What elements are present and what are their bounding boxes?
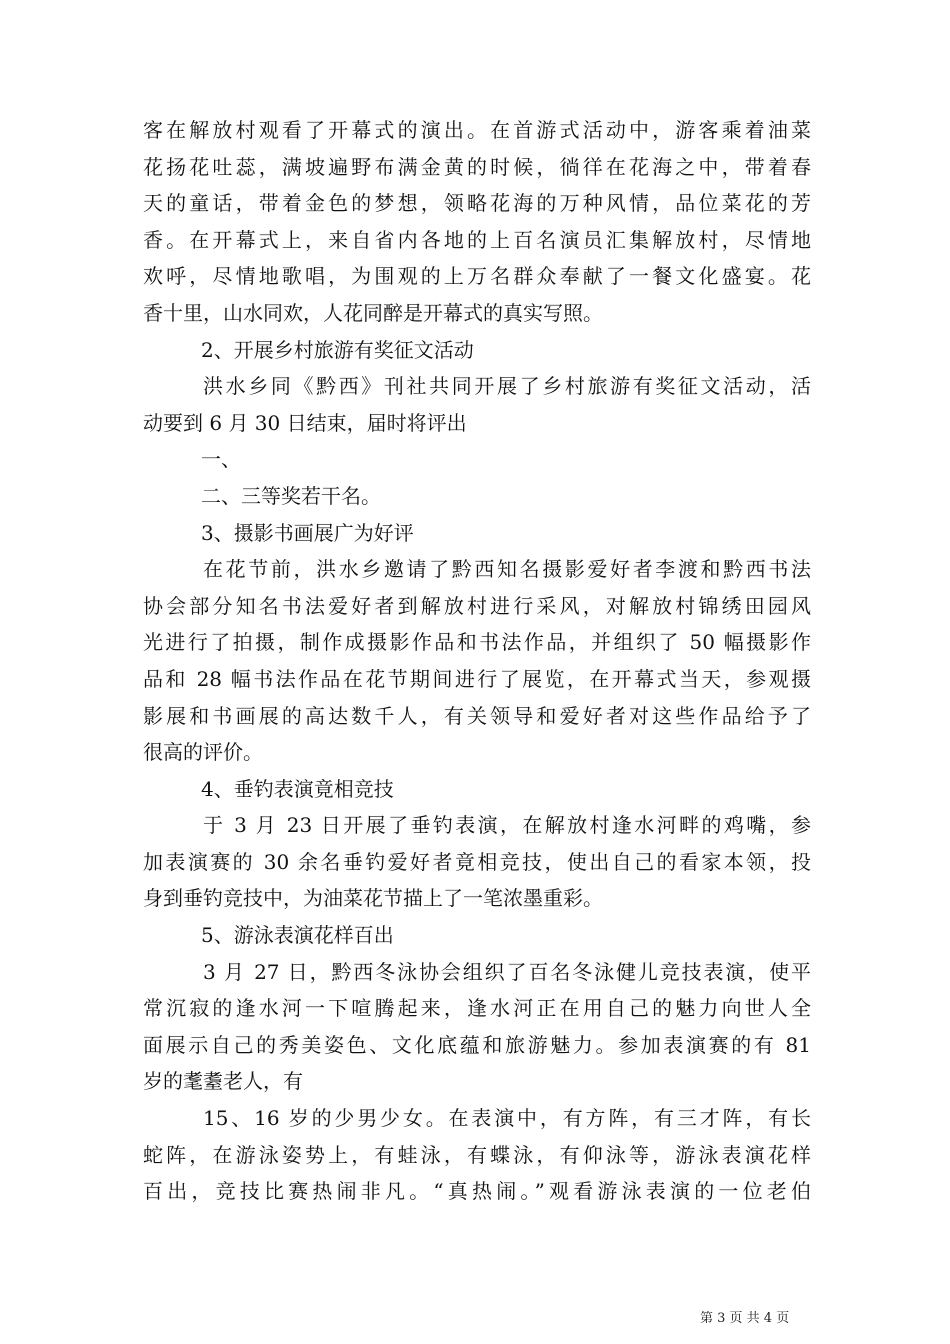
text-line: 协会部分知名书法爱好者到解放村进行采风，对解放村锦绣田园风 (143, 593, 811, 618)
text-line: 加表演赛的 30 余名垂钓爱好者竟相竞技，使出自己的看家本领，投 (143, 849, 811, 874)
text-line: 15、16 岁的少男少女。在表演中，有方阵，有三才阵，有长 (203, 1106, 811, 1131)
text-line: 百出，竞技比赛热闹非凡。“真热闹。”观看游泳表演的一位老伯 (143, 1179, 811, 1204)
list-item: 二、三等奖若干名。 (201, 483, 381, 508)
text-line: 身到垂钓竞技中，为油菜花节描上了一笔浓墨重彩。 (143, 886, 603, 911)
text-line: 品和 28 幅书法作品在花节期间进行了展览，在开幕式当天，参观摄 (143, 666, 811, 691)
document-body (143, 112, 811, 1210)
text-line: 香。在开幕式上，来自省内各地的上百名演员汇集解放村，尽情地 (143, 227, 811, 252)
text-line: 天的童话，带着金色的梦想，领略花海的万种风情，品位菜花的芳 (143, 191, 811, 216)
text-line: 花扬花吐蕊，满坡遍野布满金黄的时候，徜徉在花海之中，带着春 (143, 154, 811, 179)
text-line: 洪水乡同《黔西》刊社共同开展了乡村旅游有奖征文活动，活 (203, 374, 811, 399)
text-line: 蛇阵，在游泳姿势上，有蛙泳，有蝶泳，有仰泳等，游泳表演花样 (143, 1142, 811, 1167)
section-heading: 4、垂钓表演竟相竞技 (201, 776, 394, 801)
list-item: 一、 (201, 447, 241, 472)
text-line: 常沉寂的逢水河一下喧腾起来，逢水河正在用自己的魅力向世人全 (143, 996, 811, 1021)
text-line: 在花节前，洪水乡邀请了黔西知名摄影爱好者李渡和黔西书法 (203, 557, 811, 582)
text-line: 面展示自己的秀美姿色、文化底蕴和旅游魅力。参加表演赛的有 81 (143, 1032, 811, 1057)
text-line: 3 月 27 日，黔西冬泳协会组织了百名冬泳健儿竞技表演，使平 (203, 959, 811, 984)
text-line: 影展和书画展的高达数千人，有关领导和爱好者对这些作品给予了 (143, 703, 811, 728)
text-line: 客在解放村观看了开幕式的演出。在首游式活动中，游客乘着油菜 (143, 118, 811, 142)
section-heading: 2、开展乡村旅游有奖征文活动 (201, 337, 474, 362)
section-heading: 3、摄影书画展广为好评 (201, 520, 414, 545)
text-line: 光进行了拍摄，制作成摄影作品和书法作品，并组织了 50 幅摄影作 (143, 630, 811, 655)
text-line: 于 3 月 23 日开展了垂钓表演，在解放村逢水河畔的鸡嘴，参 (203, 813, 811, 838)
text-line: 很高的评价。 (143, 740, 263, 765)
text-line: 香十里，山水同欢，人花同醉是开幕式的真实写照。 (143, 300, 603, 325)
text-line: 岁的耄耋老人，有 (143, 1069, 303, 1094)
text-line: 动要到 6 月 30 日结束，届时将评出 (143, 410, 467, 435)
text-line: 欢呼，尽情地歌唱，为围观的上万名群众奉献了一餐文化盛宴。花 (143, 264, 811, 289)
page-number: 第 3 页 共 4 页 (700, 1311, 790, 1326)
section-heading: 5、游泳表演花样百出 (201, 923, 394, 948)
